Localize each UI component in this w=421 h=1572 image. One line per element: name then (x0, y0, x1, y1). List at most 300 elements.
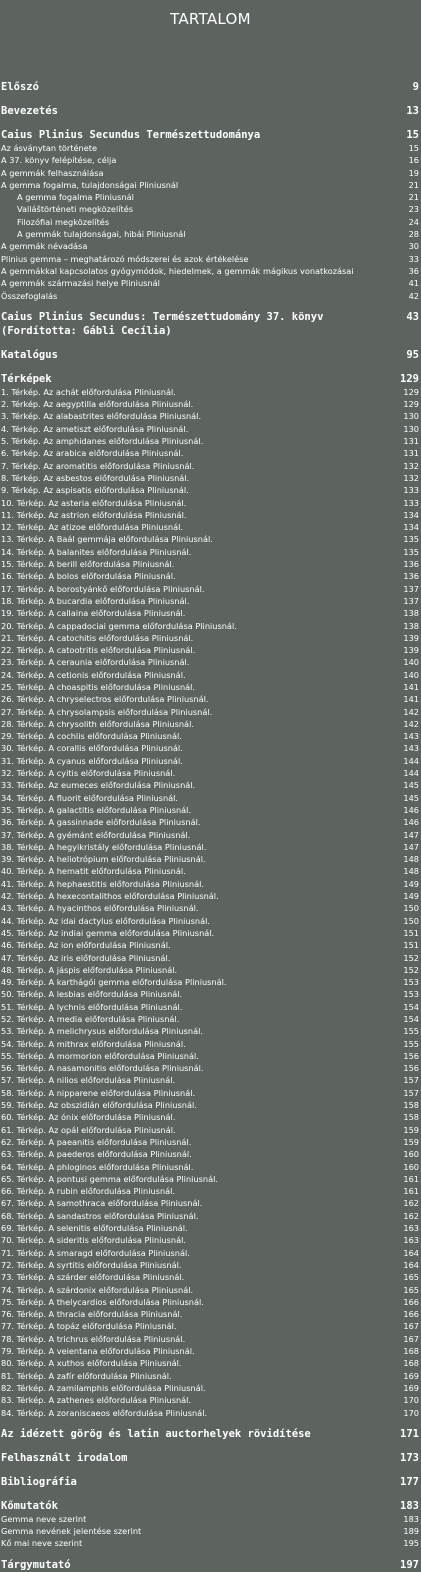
toc-chapter-entry[interactable] (1, 1427, 419, 1441)
toc-entry[interactable] (1, 290, 419, 302)
toc-entry-title: Gemma nevének jelentése szerint (1, 1526, 142, 1537)
toc-entry-title: 65. Térkép. A pontusi gemma előfordulása Pliniusnál. (1, 1173, 218, 1184)
toc-entry[interactable] (1, 277, 419, 289)
toc-entry-page: 169 (403, 1370, 419, 1381)
toc-entry-page: 162 (403, 1198, 419, 1209)
toc-entry[interactable] (1, 410, 419, 422)
toc-entry-title: 42. Térkép. A hexecontalithos előfordulása Pliniusnál. (1, 891, 219, 902)
toc-entry[interactable] (1, 718, 419, 730)
toc-entry-page: 21 (408, 192, 419, 203)
toc-entry-title: Bibliográfia (1, 1475, 77, 1488)
toc-entry-page: 136 (403, 559, 419, 570)
toc-entry-page: 145 (403, 792, 419, 803)
toc-entry-page: 152 (403, 964, 419, 975)
toc-entry-title: 55. Térkép. A mormorion előfordulása Pliniusnál. (1, 1050, 199, 1061)
toc-entry-page: 189 (403, 1526, 419, 1537)
toc-entry-title: 11. Térkép. Az astrion előfordulása Pliniusnál. (1, 509, 187, 520)
toc-entry-page: 162 (403, 1210, 419, 1221)
toc-entry[interactable] (1, 1296, 419, 1308)
toc-entry-page: 169 (403, 1382, 419, 1393)
toc-entry-title: 81. Térkép. A zafír előfordulása Pliniusnál. (1, 1370, 172, 1381)
toc-entry-title: Caius Plinius Secundus Természettudománya (1, 129, 261, 141)
toc-entry-title: 47. Térkép. Az iris előfordulása Pliniusnál. (1, 952, 171, 963)
toc-entry[interactable] (1, 1394, 419, 1406)
toc-entry[interactable] (1, 1173, 419, 1185)
toc-entry-title: 70. Térkép. A sideritis előfordulása Pliniusnál. (1, 1235, 186, 1246)
toc-entry-title: 25. Térkép. A choaspitis előfordulása Pliniusnál. (1, 681, 196, 692)
toc-chapter-entry[interactable] (1, 1499, 419, 1513)
toc-entry[interactable] (1, 1013, 419, 1025)
toc-entry-page: 159 (403, 1136, 419, 1147)
toc-entry-title: 43. Térkép. A hyacinthos előfordulása Pliniusnál. (1, 903, 199, 914)
toc-entry-page: 132 (403, 460, 419, 471)
toc-entry[interactable] (1, 878, 419, 890)
toc-entry[interactable] (1, 533, 419, 545)
toc-entry[interactable] (1, 742, 419, 754)
toc-entry-page: 150 (403, 903, 419, 914)
toc-entry-title: 58. Térkép. A nipparene előfordulása Pliniusnál. (1, 1087, 196, 1098)
toc-entry[interactable] (1, 644, 419, 656)
toc-entry-title: 14. Térkép. A balanites előfordulása Pliniusnál. (1, 546, 192, 557)
toc-entry-title: 78. Térkép. A trichrus előfordulása Pliniusnál. (1, 1333, 186, 1344)
toc-entry[interactable] (1, 521, 419, 533)
toc-entry[interactable] (1, 570, 419, 582)
toc-entry[interactable] (1, 447, 419, 459)
toc-entry-title: 44. Térkép. Az idai dactylus előfordulása Pliniusnál. (1, 915, 210, 926)
toc-entry[interactable] (1, 497, 419, 509)
toc-entry[interactable] (1, 191, 419, 203)
toc-entry-title: 8. Térkép. Az asbestos előfordulása Pliniusnál. (1, 472, 190, 483)
toc-entry-page: 153 (403, 977, 419, 988)
toc-entry[interactable] (1, 558, 419, 570)
toc-entry[interactable] (1, 607, 419, 619)
toc-entry[interactable] (1, 460, 419, 472)
toc-entry-title: 51. Térkép. A lychnis előfordulása Pliniusnál. (1, 1001, 183, 1012)
toc-entry-title: 66. Térkép. A rubin előfordulása Pliniusnál. (1, 1186, 176, 1197)
toc-entry-page: 142 (403, 706, 419, 717)
toc-entry-page: 24 (408, 216, 419, 227)
toc-entry-page: 30 (408, 241, 419, 252)
toc-entry[interactable] (1, 1247, 419, 1259)
toc-entry[interactable] (1, 952, 419, 964)
toc-entry[interactable] (1, 509, 419, 521)
toc-entry-page: 141 (403, 681, 419, 692)
toc-entry-title: 83. Térkép. A zathenes előfordulása Pliniusnál. (1, 1395, 192, 1406)
toc-entry-title: 82. Térkép. A zamilamphis előfordulása Pliniusnál. (1, 1382, 206, 1393)
toc-entry-title: 64. Térkép. A phloginos előfordulása Pliniusnál. (1, 1161, 194, 1172)
toc-entry-title: 38. Térkép. A hegyikristály előfordulása Pliniusnál. (1, 841, 207, 852)
toc-entry[interactable] (1, 706, 419, 718)
toc-entry[interactable] (1, 228, 419, 240)
toc-entry-title: 52. Térkép. A media előfordulása Pliniusnál. (1, 1014, 180, 1024)
toc-entry[interactable] (1, 1222, 419, 1234)
toc-entry-title: 20. Térkép. A cappadociai gemma előfordulása Pliniusnál. (1, 620, 237, 631)
toc-entry-page: 158 (403, 1100, 419, 1111)
toc-entry-page: 131 (403, 448, 419, 459)
toc-entry[interactable] (1, 681, 419, 693)
toc-entry-title: Kőmutatók (1, 1499, 58, 1512)
toc-entry-page: 157 (403, 1075, 419, 1086)
toc-entry[interactable] (1, 976, 419, 988)
toc-entry-page: 167 (403, 1321, 419, 1332)
toc-entry-page: 166 (403, 1309, 419, 1320)
toc-entry-page: 146 (403, 817, 419, 828)
toc-entry-title: Tárgymutató (1, 1558, 71, 1571)
toc-entry-title: 19. Térkép. A callaina előfordulása Pliniusnál. (1, 608, 186, 619)
toc-entry-title: A gemmák tulajdonságai, hibái Pliniusnál (17, 229, 186, 240)
toc-entry-page: 157 (403, 1087, 419, 1098)
toc-entry[interactable] (1, 915, 419, 927)
toc-entry-page: 135 (403, 534, 419, 545)
toc-entry-page: 195 (403, 1538, 419, 1549)
toc-entry[interactable] (1, 1148, 419, 1160)
toc-entry[interactable] (1, 890, 419, 902)
toc-entry[interactable] (1, 1320, 419, 1332)
toc-entry[interactable] (1, 792, 419, 804)
toc-entry-title: 63. Térkép. A paederos előfordulása Pliniusnál. (1, 1149, 192, 1160)
table-of-contents (1, 80, 419, 1572)
toc-entry-title: 16. Térkép. A bolos előfordulása Pliniusnál. (1, 571, 176, 582)
toc-entry-page: 16 (408, 155, 419, 166)
toc-entry-title: A gemmák származási helye Pliniusnál (1, 278, 160, 289)
toc-chapter-entry[interactable] (1, 1475, 419, 1489)
toc-entry[interactable] (1, 142, 419, 154)
toc-entry-title: 74. Térkép. A szárdonix előfordulása Pliniusnál. (1, 1284, 194, 1295)
toc-entry[interactable] (1, 1136, 419, 1148)
toc-entry[interactable] (1, 1025, 419, 1037)
toc-chapter-entry[interactable] (1, 1558, 419, 1572)
toc-entry[interactable] (1, 1197, 419, 1209)
toc-entry[interactable] (1, 1038, 419, 1050)
toc-entry-title: 10. Térkép. Az asteria előfordulása Pliniusnál. (1, 497, 187, 508)
toc-entry-title: 29. Térkép. A cochlis előfordulása Pliniusnál. (1, 731, 182, 742)
toc-entry-page: 168 (403, 1358, 419, 1369)
toc-entry-title: Caius Plinius Secundus: Természettudomány 37. könyv (Fordította: Gábli Cecília) (1, 310, 324, 337)
toc-entry[interactable] (1, 841, 419, 853)
toc-entry[interactable] (1, 804, 419, 816)
toc-entry-page: 163 (403, 1223, 419, 1234)
toc-entry-page: 15 (408, 143, 419, 153)
toc-entry[interactable] (1, 435, 419, 447)
toc-entry[interactable] (1, 988, 419, 1000)
toc-entry-title: Gemma neve szerint (1, 1513, 87, 1524)
toc-entry-page: 15 (406, 129, 419, 141)
toc-entry-title: 6. Térkép. Az arabica előfordulása Pliniusnál. (1, 448, 184, 459)
toc-entry[interactable] (1, 1124, 419, 1136)
toc-entry-page: 160 (403, 1161, 419, 1172)
toc-entry-page: 168 (403, 1346, 419, 1357)
toc-entry-page: 28 (408, 229, 419, 240)
toc-entry-page: 156 (403, 1063, 419, 1074)
toc-entry[interactable] (1, 386, 419, 398)
toc-entry[interactable] (1, 1407, 419, 1419)
toc-entry-title: Előszó (1, 81, 39, 93)
toc-entry[interactable] (1, 1345, 419, 1357)
toc-entry-page: 161 (403, 1186, 419, 1197)
toc-entry-title: Összefoglalás (1, 290, 58, 301)
toc-entry-page: 136 (403, 571, 419, 582)
toc-entry-page: 135 (403, 546, 419, 557)
toc-entry[interactable] (1, 1333, 419, 1345)
toc-entry[interactable] (1, 1357, 419, 1369)
toc-entry-page: 166 (403, 1296, 419, 1307)
toc-entry[interactable] (1, 939, 419, 951)
toc-entry-title: Valláštörténeti megközelítés (17, 204, 134, 215)
toc-entry-page: 139 (403, 632, 419, 643)
toc-entry-page: 19 (408, 167, 419, 178)
toc-entry-page: 139 (403, 645, 419, 656)
toc-entry-page: 161 (403, 1173, 419, 1184)
toc-entry[interactable] (1, 1284, 419, 1296)
toc-entry[interactable] (1, 1062, 419, 1074)
toc-entry[interactable] (1, 1001, 419, 1013)
toc-chapter-entry[interactable] (1, 372, 419, 386)
toc-entry[interactable] (1, 1259, 419, 1271)
toc-entry-title: 77. Térkép. A topáz előfordulása Pliniusnál. (1, 1321, 177, 1332)
toc-entry-page: 21 (408, 179, 419, 190)
toc-entry[interactable] (1, 1271, 419, 1283)
toc-entry-page: 152 (403, 952, 419, 963)
toc-entry[interactable] (1, 1210, 419, 1222)
toc-entry[interactable] (1, 693, 419, 705)
toc-entry-title: 12. Térkép. Az atizoe előfordulása Pliniusnál. (1, 522, 183, 533)
toc-entry-page: 155 (403, 1038, 419, 1049)
toc-entry-title: A gemmák névadása (1, 241, 88, 252)
toc-entry[interactable] (1, 964, 419, 976)
toc-entry-page: 144 (403, 755, 419, 766)
toc-entry-page: 13 (406, 105, 419, 117)
toc-entry-page: 134 (403, 509, 419, 520)
toc-entry-page: 138 (403, 608, 419, 619)
toc-entry-page: 133 (403, 497, 419, 508)
toc-entry-title: 68. Térkép. A sandastros előfordulása Pliniusnál. (1, 1210, 199, 1221)
toc-entry[interactable] (1, 595, 419, 607)
toc-entry[interactable] (1, 1382, 419, 1394)
toc-entry-page: 165 (403, 1272, 419, 1283)
toc-entry-title: 23. Térkép. A ceraunia előfordulása Pliniusnál. (1, 657, 190, 668)
toc-entry-page: 138 (403, 620, 419, 631)
toc-entry-title: 5. Térkép. Az amphidanes előfordulása Pliniusnál. (1, 436, 204, 447)
toc-entry-page: 151 (403, 927, 419, 938)
toc-entry[interactable] (1, 1537, 419, 1549)
toc-entry[interactable] (1, 179, 419, 191)
toc-entry[interactable] (1, 203, 419, 215)
toc-entry-page: 177 (400, 1475, 419, 1488)
toc-entry[interactable] (1, 829, 419, 841)
toc-entry-page: 137 (403, 583, 419, 594)
toc-entry-title: 39. Térkép. A heliotrópium előfordulása Pliniusnál. (1, 854, 206, 865)
toc-entry-title: A gemma fogalma Pliniusnál (17, 192, 134, 203)
toc-entry-page: 147 (403, 829, 419, 840)
toc-entry-title: 76. Térkép. A thracia előfordulása Pliniusnál. (1, 1309, 183, 1320)
toc-entry-page: 171 (400, 1427, 419, 1440)
toc-entry[interactable] (1, 1513, 419, 1525)
toc-entry-title: 2. Térkép. Az aegyptilla előfordulása Pliniusnál. (1, 399, 194, 410)
toc-entry[interactable] (1, 240, 419, 252)
toc-entry-page: 147 (403, 841, 419, 852)
toc-entry[interactable] (1, 583, 419, 595)
toc-entry-page: 149 (403, 878, 419, 889)
toc-entry-page: 140 (403, 657, 419, 668)
toc-entry[interactable] (1, 423, 419, 435)
toc-entry-title: 71. Térkép. A smaragd előfordulása Pliniusnál. (1, 1247, 190, 1258)
toc-entry-title: 60. Térkép. Az ónix előfordulása Pliniusnál. (1, 1112, 176, 1123)
toc-entry-title: 34. Térkép. A fluorit előfordulása Pliniusnál. (1, 792, 179, 803)
toc-entry-page: 130 (403, 411, 419, 422)
toc-entry-page: 33 (408, 253, 419, 264)
toc-entry[interactable] (1, 546, 419, 558)
toc-entry[interactable] (1, 656, 419, 668)
toc-entry-title: 59. Térkép. Az obszidián előfordulása Pliniusnál. (1, 1100, 197, 1111)
toc-entry-page: 153 (403, 989, 419, 1000)
toc-entry-page: 155 (403, 1026, 419, 1037)
toc-chapter-entry[interactable] (1, 80, 419, 94)
toc-entry-page: 95 (406, 348, 419, 361)
toc-entry-title: 26. Térkép. A chryselectros előfordulása Pliniusnál. (1, 694, 209, 705)
toc-entry-page: 149 (403, 891, 419, 902)
toc-entry-title: Filozófiai megközelítés (17, 216, 110, 227)
toc-entry-title: 53. Térkép. A melichrysus előfordulása Pliniusnál. (1, 1026, 204, 1037)
toc-entry[interactable] (1, 730, 419, 742)
toc-entry-page: 183 (403, 1513, 419, 1524)
toc-entry[interactable] (1, 1161, 419, 1173)
toc-entry[interactable] (1, 1050, 419, 1062)
toc-entry[interactable] (1, 620, 419, 632)
toc-entry-page: 129 (403, 386, 419, 397)
toc-entry-title: 80. Térkép. A xuthos előfordulása Pliniusnál. (1, 1358, 182, 1369)
toc-entry-title: 61. Térkép. Az opál előfordulása Pliniusnál. (1, 1124, 176, 1135)
toc-entry-page: 164 (403, 1259, 419, 1270)
toc-entry[interactable] (1, 216, 419, 228)
toc-entry[interactable] (1, 265, 419, 277)
toc-entry[interactable] (1, 1185, 419, 1197)
toc-entry-page: 144 (403, 768, 419, 779)
toc-entry-page: 23 (408, 204, 419, 215)
toc-entry[interactable] (1, 755, 419, 767)
toc-entry-title: Bevezetés (1, 105, 58, 117)
toc-entry[interactable] (1, 767, 419, 779)
toc-entry-page: 148 (403, 854, 419, 865)
toc-entry[interactable] (1, 1099, 419, 1111)
toc-entry-page: 141 (403, 694, 419, 705)
toc-entry[interactable] (1, 1370, 419, 1382)
toc-entry-title: 73. Térkép. A szárder előfordulása Pliniusnál. (1, 1272, 185, 1283)
toc-entry-title: 3. Térkép. Az alabastrites előfordulása Pliniusnál. (1, 411, 202, 422)
toc-entry-title: 40. Térkép. A hematit előfordulása Pliniusnál. (1, 866, 186, 877)
toc-entry-title: 27. Térkép. A chrysolampsis előfordulása Pliniusnál. (1, 706, 213, 717)
toc-entry-title: 57. Térkép. A nilios előfordulása Pliniusnál. (1, 1075, 176, 1086)
toc-entry[interactable] (1, 167, 419, 179)
toc-entry-title: Katalógus (1, 348, 58, 361)
toc-entry-title: Felhasznált irodalom (1, 1451, 128, 1464)
toc-entry-page: 170 (403, 1395, 419, 1406)
toc-entry-page: 41 (408, 278, 419, 289)
toc-entry-page: 137 (403, 595, 419, 606)
toc-entry-title: A gemmákkal kapcsolatos gyógymódok, hiedelmek, a gemmák mágikus vonatkozásai (1, 265, 354, 276)
toc-entry[interactable] (1, 398, 419, 410)
toc-entry[interactable] (1, 1308, 419, 1320)
toc-entry-title: 72. Térkép. A syrtitis előfordulása Pliniusnál. (1, 1259, 182, 1270)
toc-entry-page: 167 (403, 1333, 419, 1344)
toc-entry[interactable] (1, 927, 419, 939)
toc-entry-page: 143 (403, 731, 419, 742)
toc-entry[interactable] (1, 1234, 419, 1246)
toc-entry-page: 129 (400, 372, 419, 385)
toc-entry[interactable] (1, 1111, 419, 1123)
toc-entry-page: 163 (403, 1235, 419, 1246)
toc-chapter-entry[interactable] (1, 310, 419, 338)
toc-entry-title: 28. Térkép. A chrysolith előfordulása Pliniusnál. (1, 718, 194, 729)
toc-entry-title: Kő mai neve szerint (1, 1538, 83, 1549)
toc-entry-page: 133 (403, 485, 419, 496)
toc-entry-title: 9. Térkép. Az aspisatis előfordulása Pliniusnál. (1, 485, 189, 496)
toc-chapter-entry[interactable] (1, 128, 419, 142)
toc-entry[interactable] (1, 1087, 419, 1099)
toc-entry-title: 84. Térkép. A zoraniscaeos előfordulása Pliniusnál. (1, 1407, 208, 1418)
toc-entry-title: A gemma fogalma, tulajdonságai Pliniusnál (1, 179, 179, 190)
toc-entry-title: Az ásványtan története (1, 143, 98, 153)
toc-entry[interactable] (1, 865, 419, 877)
toc-entry[interactable] (1, 1525, 419, 1537)
toc-entry[interactable] (1, 779, 419, 791)
toc-entry[interactable] (1, 669, 419, 681)
toc-entry-page: 43 (406, 310, 419, 323)
toc-entry-title: 36. Térkép. A gassinnade előfordulása Pliniusnál. (1, 817, 201, 828)
toc-entry[interactable] (1, 632, 419, 644)
toc-entry-page: 148 (403, 866, 419, 877)
toc-entry-title: 30. Térkép. A corallis előfordulása Pliniusnál. (1, 743, 183, 754)
toc-entry-title: 7. Térkép. Az aromatitis előfordulása Pliniusnál. (1, 460, 195, 471)
toc-entry-page: 140 (403, 669, 419, 680)
toc-entry-page: 154 (403, 1001, 419, 1012)
toc-entry-title: 32. Térkép. A cyitis előfordulása Pliniusnál. (1, 768, 176, 779)
toc-entry-page: 151 (403, 940, 419, 951)
toc-entry-title: A 37. könyv felépítése, célja (1, 155, 117, 166)
toc-entry-title: 79. Térkép. A veientana előfordulása Pliniusnál. (1, 1346, 195, 1357)
toc-entry-page: 159 (403, 1124, 419, 1135)
toc-entry-page: 132 (403, 472, 419, 483)
toc-entry[interactable] (1, 1074, 419, 1086)
toc-entry[interactable] (1, 472, 419, 484)
toc-entry-title: 15. Térkép. A berill előfordulása Pliniusnál. (1, 559, 175, 570)
toc-entry-page: 143 (403, 743, 419, 754)
toc-entry-page: 173 (400, 1451, 419, 1464)
toc-entry[interactable] (1, 816, 419, 828)
toc-entry-page: 146 (403, 804, 419, 815)
toc-entry[interactable] (1, 154, 419, 166)
toc-chapter-entry[interactable] (1, 1451, 419, 1465)
toc-entry-page: 164 (403, 1247, 419, 1258)
toc-entry-page: 154 (403, 1014, 419, 1024)
toc-entry-page: 131 (403, 436, 419, 447)
toc-entry-title: 75. Térkép. A thelycardios előfordulása Pliniusnál. (1, 1296, 204, 1307)
toc-entry[interactable] (1, 253, 419, 265)
toc-entry-title: 35. Térkép. A galactitis előfordulása Pliniusnál. (1, 804, 192, 815)
toc-entry-page: 42 (408, 290, 419, 301)
toc-entry-title: 56. Térkép. A nasamonitis előfordulása Pliniusnál. (1, 1063, 204, 1074)
toc-entry-title: 37. Térkép. A gyémánt előfordulása Pliniusnál. (1, 829, 191, 840)
toc-entry[interactable] (1, 853, 419, 865)
toc-chapter-entry[interactable] (1, 348, 419, 362)
toc-entry-page: 9 (412, 81, 419, 93)
toc-entry-title: 48. Térkép. A jáspis előfordulása Pliniusnál. (1, 964, 178, 975)
toc-entry[interactable] (1, 902, 419, 914)
toc-entry-title: 1. Térkép. Az achát előfordulása Pliniusnál. (1, 386, 176, 397)
toc-chapter-entry[interactable] (1, 104, 419, 118)
toc-entry-page: 134 (403, 522, 419, 533)
toc-entry[interactable] (1, 484, 419, 496)
toc-entry-page: 130 (403, 423, 419, 434)
